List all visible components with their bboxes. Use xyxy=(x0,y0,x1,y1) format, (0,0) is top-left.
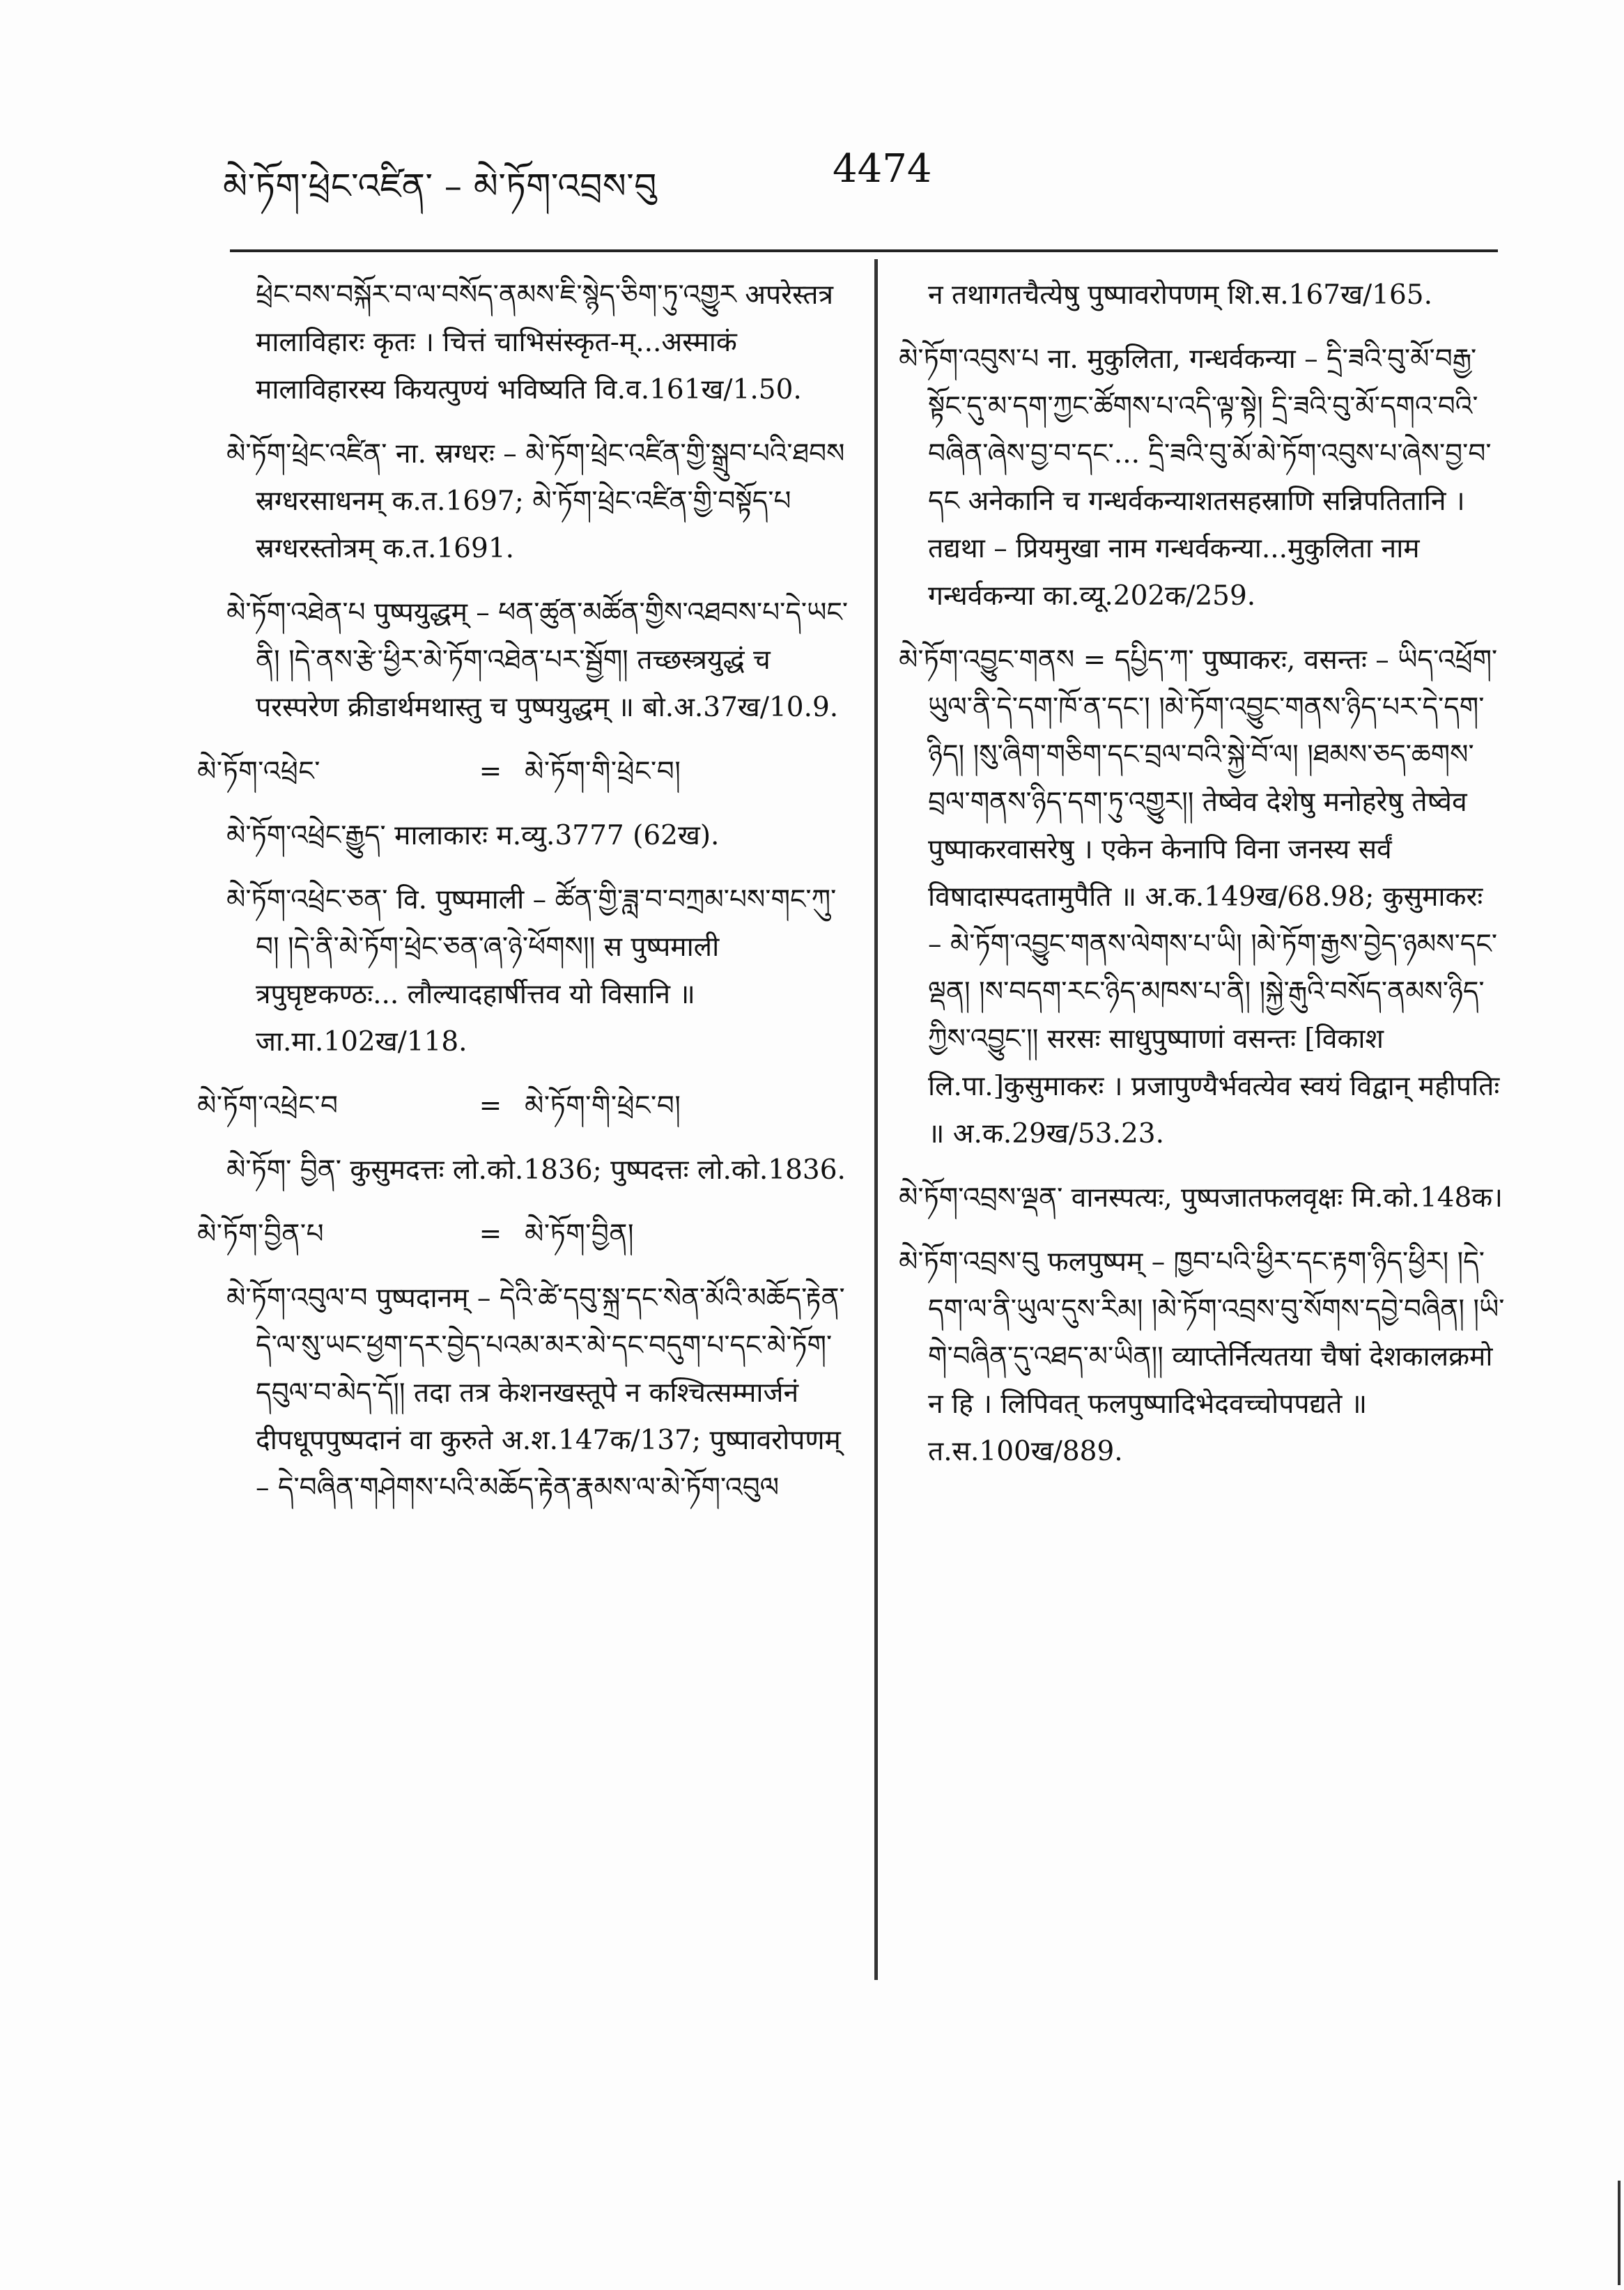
ref-target: མེ་ཏོག་གི་ཕྲེང་བ། xyxy=(525,1090,681,1122)
entry-continuation: न तथागतचैत्येषु पुष्पावरोपणम् शि.स.167ख/165. xyxy=(928,279,1432,311)
dictionary-entry: མེ་ཏོག་འཕྲེང་ཅན་ वि. पुष्पमाली – ཚོན་གྱི་ཟླ་བ་བཀྲམ་པས་གང་ཀུ་བ། །དེ་ནི་མེ་ཏོག་ཕྲེང་ཅན་ཞ་ཉེ་ཕོགས།། स पुष्पमाली त्रपुघृष्टकण्ठः... लौल्यादहार्षीत्तव यो विसानि ॥ जा.मा.102ख/118. xyxy=(226,884,837,1058)
right-column xyxy=(899,272,1505,1492)
dictionary-entry: མེ་ཏོག་འཕྲེང་རྒྱུད་ मालाकारः म.व्यु.3777 (62ख). xyxy=(226,820,720,851)
dictionary-entry: མེ་ཏོག་འབུས་པ ना. मुकुलिता, गन्धर्वकन्या – དྲི་ཟའི་བུ་མོ་བརྒྱ་སྟོང་དུ་མ་དག་ཀྱང་ཚོགས་པ་འདི་ལྟ་སྟེ། དྲི་ཟའི་བུ་མོ་དགའ་བའི་བཞིན་ཞེས་བྱ་བ་དང་... དྲི་ཟའི་བུ་མོ་མེ་ཏོག་འབུས་པ་ཞེས་བྱ་བ་དང अनेकानि च गन्धर्वकन्याशतसहस्राणि सन्निपतितानि । तद्यथा – प्रियमुखा नाम गन्धर्वकन्या...मुकुलिता नाम गन्धर्वकन्या का.व्यू.202क/259. xyxy=(899,343,1492,612)
header-rule xyxy=(230,249,1498,252)
page-edge-mark xyxy=(1618,2181,1621,2285)
cross-reference-entry xyxy=(197,1083,853,1130)
page-number: 4474 xyxy=(833,146,932,192)
equals-sign: = xyxy=(479,756,502,787)
dictionary-entry: མེ་ཏོག་འབྱུང་གནས = དཔྱིད་ཀ་ पुष्पाकरः, वसन्तः – ཡིད་འཕྲོག་ཡུལ་ནི་དེ་དག་ཁོ་ན་དང་། །མེ་ཏོག་འབྱུང་གནས་ཉིད་པར་དེ་དག་ཉིད། །སུ་ཞིག་གཅིག་དང་བྲལ་བའི་སྐྱེ་བོ་ལ། །ཐམས་ཅད་ཆགས་བྲལ་གནས་ཉིད་དག་ཏུ་འགྱུར།། तेष्वेव देशेषु मनोहरेषु तेष्वेव पुष्पाकरवासरेषु । एकेन केनापि विना जनस्य सर्वं विषादास्पदतामुपैति ॥ अ.क.149ख/68.98; कुसुमाकरः – མེ་ཏོག་འབྱུང་གནས་ལེགས་པ་ཡི། །མེ་ཏོག་རྒྱས་བྱེད་ཉམས་དང་ལྡན། །ས་བདག་རང་ཉིད་མཁས་པ་ནི། །སྐྱེ་རྒུའི་བསོད་ནམས་ཉིད་ཀྱིས་འབྱུང་།། सरसः साधुपुष्पाणां वसन्तः [विकाश लि.पा.]कुसुमाकरः । प्रजापुण्यैर्भवत्येव स्वयं विद्वान् महीपतिः ॥ अ.क.29ख/53.23. xyxy=(899,644,1500,1150)
dictionary-entry: མེ་ཏོག་འཐེན་པ पुष्पयुद्धम् – ཕན་ཚུན་མཚོན་གྱིས་འཐབས་པ་དེ་ཡང་ནི། །དེ་ནས་རྩེ་ཕྱིར་མེ་ཏོག་འཐེན་པར་སྦྱོག། तच्छस्त्रयुद्धं च परस्परेण क्रीडार्थमथास्तु च पुष्पयुद्धम् ॥ बो.अ.37ख/10.9. xyxy=(226,597,849,723)
headword-range: མེ་ཏོག་ཕྲེང་འཛིན་ – མེ་ཏོག་འབྲས་བུ xyxy=(223,166,657,206)
cross-reference-entry xyxy=(197,1211,853,1258)
dictionary-entry: མེ་ཏོག་འབུལ་བ पुष्पदानम् – དེའི་ཚེ་དབུ་སྐྲ་དང་སེན་མོའི་མཆོད་རྟེན་དེ་ལ་སུ་ཡང་ཕྱག་དར་བྱེད་པའམ་མར་མེ་དང་བདུག་པ་དང་མེ་ཏོག་དབུལ་བ་མེད་དོ།། तदा तत्र केशनखस्तूपे न कश्चित्सम्मार्जनं दीपधूपपुष्पदानं वा कुरुते अ.श.147क/137; पुष्पावरोपणम् – དེ་བཞིན་གཤེགས་པའི་མཆོད་རྟེན་རྣམས་ལ་མེ་ཏོག་འབུལ xyxy=(226,1283,845,1503)
dictionary-entry: མེ་ཏོག་འབྲས་ལྡན་ वानस्पत्यः, पुष्पजातफलवृक्षः मि.को.148क। xyxy=(899,1182,1503,1214)
left-column xyxy=(197,272,853,1529)
ref-headword: མེ་ཏོག་བྱིན་པ xyxy=(197,1219,325,1250)
dictionary-entry: མེ་ཏོག་འབྲས་བུ फलपुष्पम् – ཁྱབ་པའི་ཕྱིར་དང་རྟག་ཉིད་ཕྱིར། །དེ་དག་ལ་ནི་ཡུལ་དུས་རིམ། །མེ་ཏོག་འབྲས་བུ་སོགས་དབྱེ་བཞིན། །ཡི་གེ་བཞིན་དུ་འཐད་མ་ཡིན།། व्याप्तेर्नित्यतया चैषां देशकालक्रमो न हि । लिपिवत् फलपुष्पादिभेदवच्चोपपद्यते ॥ त.स.100ख/889. xyxy=(899,1246,1505,1467)
equals-sign: = xyxy=(479,1090,502,1122)
ref-headword: མེ་ཏོག་འཕྲེང་ xyxy=(197,756,320,787)
cross-reference-entry xyxy=(197,748,853,796)
entry-continuation: ཕྲེང་བས་བསྐོར་བ་ལ་བསོད་ནམས་ཇི་སྙེད་ཅིག་ཏུ་འགྱུར अपरेस्तत्र मालाविहारः कृतः । चित्तं चाभिसंस्कृत-म्...अस्माकं मालाविहारस्य कियत्पुण्यं भविष्यति वि.व.161ख/1.50. xyxy=(256,279,834,405)
ref-target: མེ་ཏོག་གི་ཕྲེང་བ། xyxy=(525,756,681,787)
ref-target: མེ་ཏོག་བྱིན། xyxy=(525,1219,635,1250)
column-divider xyxy=(874,259,878,1980)
dictionary-entry: མེ་ཏོག་ཕྲེང་འཛིན་ ना. स्रग्धरः – མེ་ཏོག་ཕྲེང་འཛིན་གྱི་སྒྲུབ་པའི་ཐབས स्रग्धरसाधनम् क.त.1697; མེ་ཏོག་ཕྲེང་འཛིན་གྱི་བསྟོད་པ स्रग्धरस्तोत्रम् क.त.1691. xyxy=(226,438,845,564)
equals-sign: = xyxy=(479,1219,502,1250)
ref-headword: མེ་ཏོག་འཕྲེང་བ xyxy=(197,1090,339,1122)
dictionary-entry: མེ་ཏོག་ བྱིན་ कुसुमदत्तः लो.को.1836; पुष्पदत्तः लो.को.1836. xyxy=(226,1154,846,1186)
